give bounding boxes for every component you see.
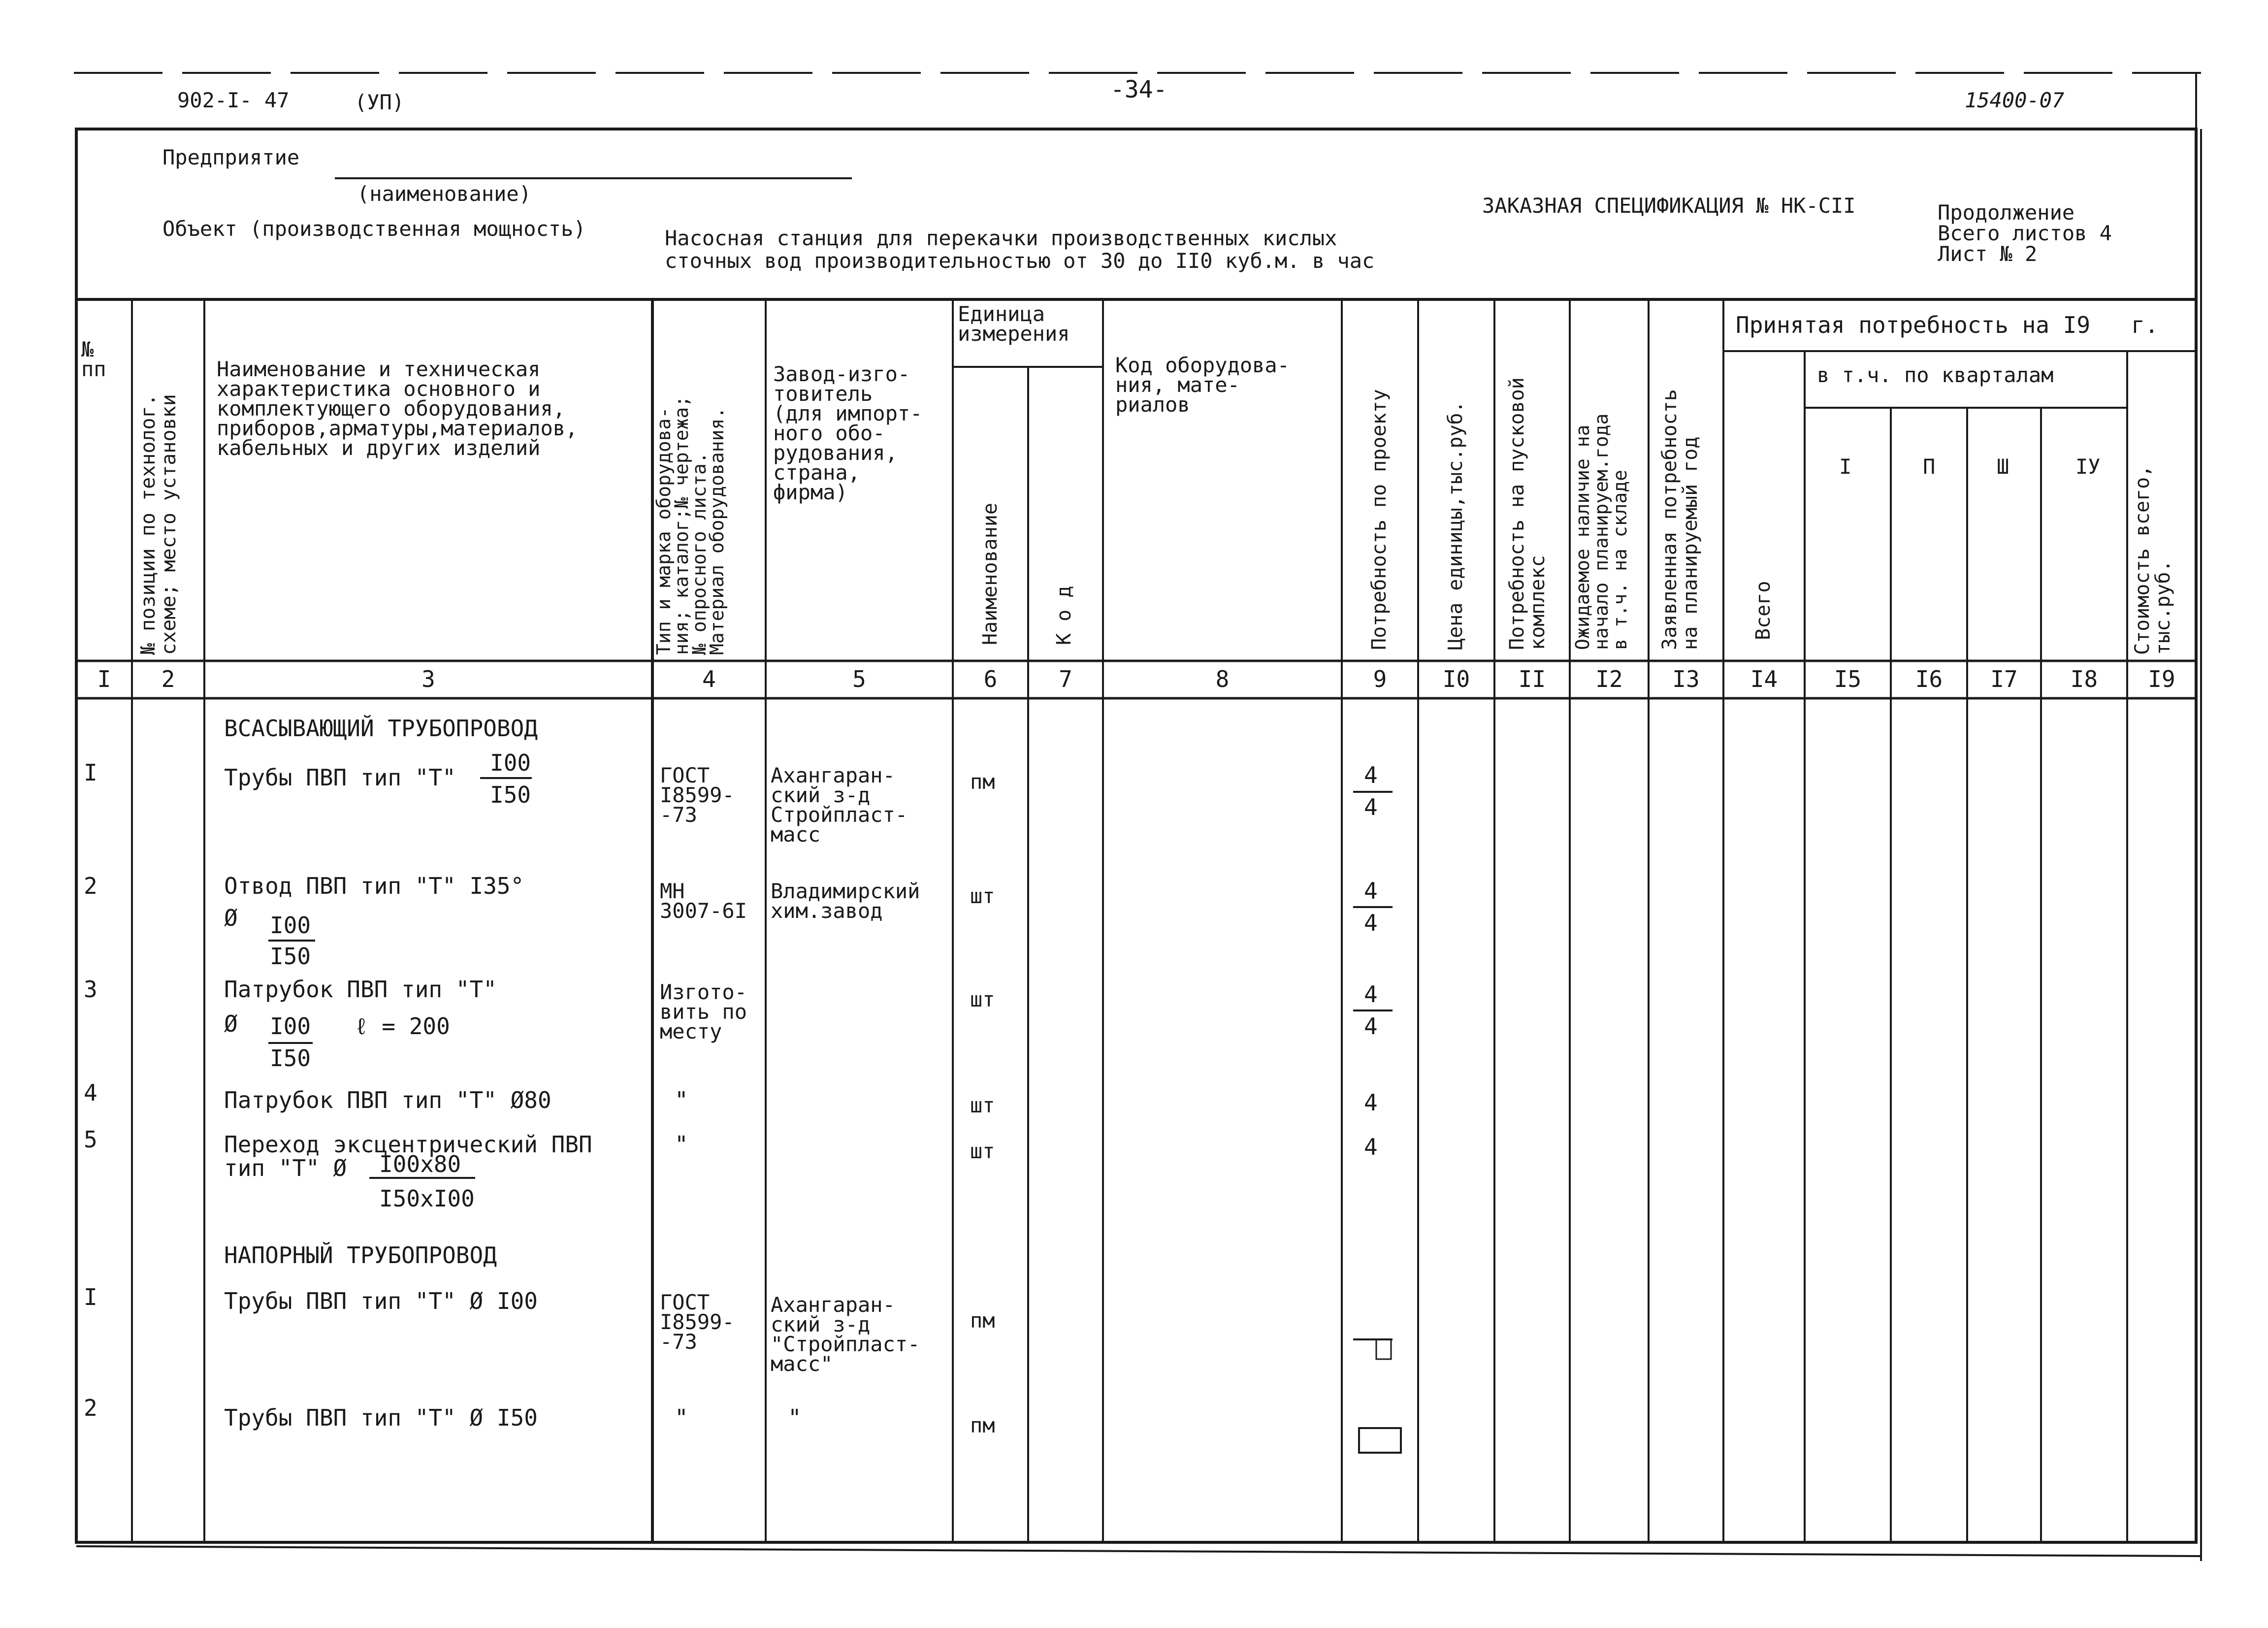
col-7-header: К о д	[1053, 586, 1075, 645]
item-type: "	[675, 1404, 688, 1431]
quarter-1-header: I	[1839, 455, 1852, 479]
row-number: 4	[84, 1079, 97, 1106]
fraction-bottom: I50xI00	[379, 1185, 475, 1212]
col-13-header: Заявленная потребность на планируемый год	[1658, 389, 1702, 650]
item-type: "	[675, 1131, 688, 1158]
col-number: I5	[1834, 666, 1862, 692]
item-maker: "	[788, 1404, 802, 1431]
item-type: МН 3007-6I	[660, 879, 747, 923]
col-number: I2	[1595, 666, 1623, 692]
item-unit: пм	[970, 1413, 995, 1437]
need-bottom: 4	[1364, 910, 1378, 936]
row-number: 2	[84, 1395, 97, 1421]
naming-hint: (наименование)	[357, 182, 532, 206]
spec-title: ЗАКАЗНАЯ СПЕЦИФИКАЦИЯ № НК-СII	[1482, 194, 1856, 218]
col-number: I3	[1672, 666, 1700, 692]
col-1-header: № пп	[81, 337, 106, 381]
col-number: 8	[1215, 666, 1230, 692]
col-10-header: Цена единицы,тыс.руб.	[1444, 401, 1467, 650]
col-number: I0	[1442, 666, 1470, 692]
col-number: 3	[421, 666, 435, 692]
quarter-2-header: П	[1923, 455, 1936, 479]
fraction-bottom: I50	[490, 781, 531, 808]
object-line-1: Насосная станция для перекачки производственных кислых	[665, 226, 1337, 250]
col-4-header: Тип и марка оборудова- ния; каталог;№ чертежа; № опросного листа. Материал оборудования.	[653, 395, 728, 655]
item-name: Трубы ПВП тип "Т" Ø I50	[224, 1404, 538, 1431]
col-2-header: № позиции по технолог. схеме; место установки	[137, 394, 180, 655]
row-number: 3	[84, 976, 97, 1003]
archive-stamp: 15400-07	[1965, 88, 2065, 112]
item-name: Отвод ПВП тип "Т" I35°	[224, 873, 524, 899]
col-6-header: Наименование	[979, 503, 1002, 645]
item-name: Патрубок ПВП тип "Т" Ø80	[224, 1087, 551, 1113]
need-top: 4	[1364, 762, 1378, 788]
item-type: ГОСТ I8599- -73	[660, 1290, 735, 1354]
unit-header: Единица измерения	[958, 302, 1070, 346]
sheet-number: Лист № 2	[1938, 242, 2038, 266]
need-bottom: 4	[1364, 794, 1378, 820]
row-number: 5	[84, 1126, 97, 1153]
quarter-3-header: Ш	[1997, 455, 2009, 479]
col-number: I7	[1990, 666, 2018, 692]
enterprise-label: Предприятие	[162, 145, 300, 169]
item-maker: Владимирский хим.завод	[771, 879, 920, 923]
quarters-header: в т.ч. по кварталам	[1817, 363, 2054, 387]
fraction-top: I00	[270, 912, 311, 939]
col-number: 4	[702, 666, 716, 692]
col-5-header: Завод-изго- товитель (для импорт- ного обо- рудования, страна, фирма)	[773, 362, 923, 504]
row-number: I	[84, 1284, 97, 1310]
item-unit: шт	[970, 884, 995, 908]
item-length: ℓ = 200	[355, 1013, 450, 1040]
item-type: "	[675, 1087, 688, 1113]
col-number: 2	[161, 666, 175, 692]
need-top: 4	[1364, 981, 1378, 1008]
col-number: 7	[1059, 666, 1072, 692]
col-number: 5	[852, 666, 866, 692]
sheets-total: Всего листов 4	[1938, 221, 2112, 245]
item-unit: шт	[970, 1093, 995, 1117]
fraction-top: I00x80	[379, 1151, 461, 1177]
col-number: I4	[1750, 666, 1778, 692]
object-line-2: сточных вод производительностью от 30 до II0 куб.м. в час	[665, 249, 1375, 273]
need-value: 4	[1364, 1089, 1378, 1116]
page-number: -34-	[1110, 76, 1167, 103]
col-9-header: Потребность по проекту	[1368, 389, 1391, 650]
col-14-header: Всего	[1752, 581, 1775, 640]
fraction-bottom: I50	[270, 943, 311, 970]
need-top: 4	[1364, 878, 1378, 904]
continuation: Продолжение	[1938, 200, 2075, 225]
quarter-4-header: IУ	[2075, 455, 2101, 479]
fraction-bottom: I50	[270, 1045, 311, 1072]
col-19-header: Стоимость всего, тыс.руб.	[2131, 465, 2174, 655]
row-number: I	[84, 759, 97, 786]
col-number: I	[97, 666, 111, 692]
document-part: (УП)	[355, 90, 405, 114]
object-label: Объект (производственная мощность)	[162, 217, 586, 241]
col-12-header: Ожидаемое наличие на начало планируем.года в т.ч. на складе	[1572, 413, 1631, 650]
item-name: Трубы ПВП тип "Т" Ø I00	[224, 1288, 538, 1314]
need-value: 4	[1364, 1134, 1378, 1160]
item-unit: шт	[970, 987, 995, 1011]
section-title: НАПОРНЫЙ ТРУБОПРОВОД	[224, 1242, 497, 1269]
col-number: I6	[1915, 666, 1943, 692]
fraction-top: I00	[490, 749, 531, 776]
col-number: 9	[1373, 666, 1387, 692]
accepted-header: Принятая потребность на I9 г.	[1736, 312, 2159, 338]
col-3-header: Наименование и техническая характеристика основного и комплектующего оборудования, приборов,арматуры,материалов, кабельных и других изделий	[217, 357, 578, 460]
diameter-sign: Ø	[224, 1010, 238, 1037]
document-code: 902-I- 47	[177, 88, 290, 112]
item-unit: пм	[970, 1308, 995, 1333]
col-8-header: Код оборудова- ния, мате- риалов	[1115, 353, 1290, 417]
col-11-header: Потребность на пусковой комплекс	[1506, 377, 1549, 650]
item-type: Изгото- вить по месту	[660, 980, 747, 1043]
item-unit: пм	[970, 770, 995, 794]
section-title: ВСАСЫВАЮЩИЙ ТРУБОПРОВОД	[224, 715, 538, 742]
item-name: Переход эксцентрический ПВП тип "Т" Ø	[224, 1131, 592, 1181]
col-number: II	[1518, 666, 1546, 692]
item-name: Патрубок ПВП тип "Т"	[224, 976, 497, 1003]
item-maker: Ахангаран- ский з-д Стройпласт- масс	[771, 763, 908, 847]
fraction-top: I00	[270, 1013, 311, 1040]
item-unit: шт	[970, 1139, 995, 1163]
item-name: Трубы ПВП тип "Т"	[224, 764, 456, 791]
item-maker: Ахангаран- ский з-д "Стройпласт- масс"	[771, 1293, 920, 1376]
col-number: I8	[2070, 666, 2098, 692]
col-number: 6	[983, 666, 998, 692]
need-bottom: 4	[1364, 1013, 1378, 1040]
item-type: ГОСТ I8599- -73	[660, 763, 735, 827]
col-number: I9	[2148, 666, 2175, 692]
row-number: 2	[84, 873, 97, 899]
diameter-sign: Ø	[224, 905, 238, 931]
